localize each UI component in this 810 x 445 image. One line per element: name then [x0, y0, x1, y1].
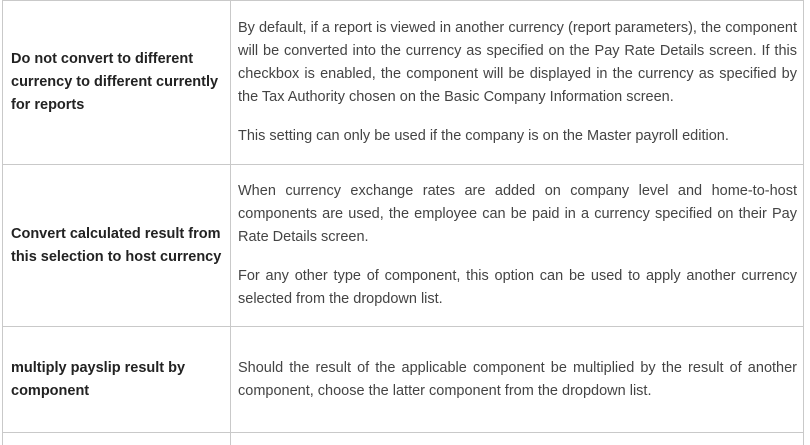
setting-description: [231, 165, 804, 327]
setting-description: [231, 1, 804, 165]
setting-label: Convert calculated result from this selection to host currency: [3, 165, 231, 327]
description-paragraph: By default, if a report is viewed in another currency (report parameters), the component will be converted into the currency as specified on the Pay Rate Details screen. If this checkbox is enabled, the component will be displayed in the currency as specified by the Tax Authority chosen on the Basic Company Information screen.: [238, 20, 797, 105]
setting-description: [231, 327, 804, 433]
empty-cell: [231, 433, 804, 445]
description-paragraph: This setting can only be used if the company is on the Master payroll edition.: [238, 128, 729, 144]
description-paragraph: For any other type of component, this option can be used to apply another currency selected from the dropdown list.: [238, 268, 797, 307]
empty-cell: [3, 433, 231, 445]
setting-label: multiply payslip result by component: [3, 327, 231, 433]
table-row: [3, 1, 804, 165]
table-row-partial: [3, 433, 804, 445]
description-paragraph: Should the result of the applicable component be multiplied by the result of another component, choose the latter component from the dropdown list.: [238, 359, 797, 399]
table-row: [3, 165, 804, 327]
setting-label: Do not convert to different currency to different currently for reports: [3, 1, 231, 165]
settings-table: [2, 0, 804, 445]
description-paragraph: When currency exchange rates are added on company level and home-to-host components are used, the employee can be paid in a currency specified on their Pay Rate Details screen.: [238, 183, 797, 245]
table-row: [3, 327, 804, 433]
